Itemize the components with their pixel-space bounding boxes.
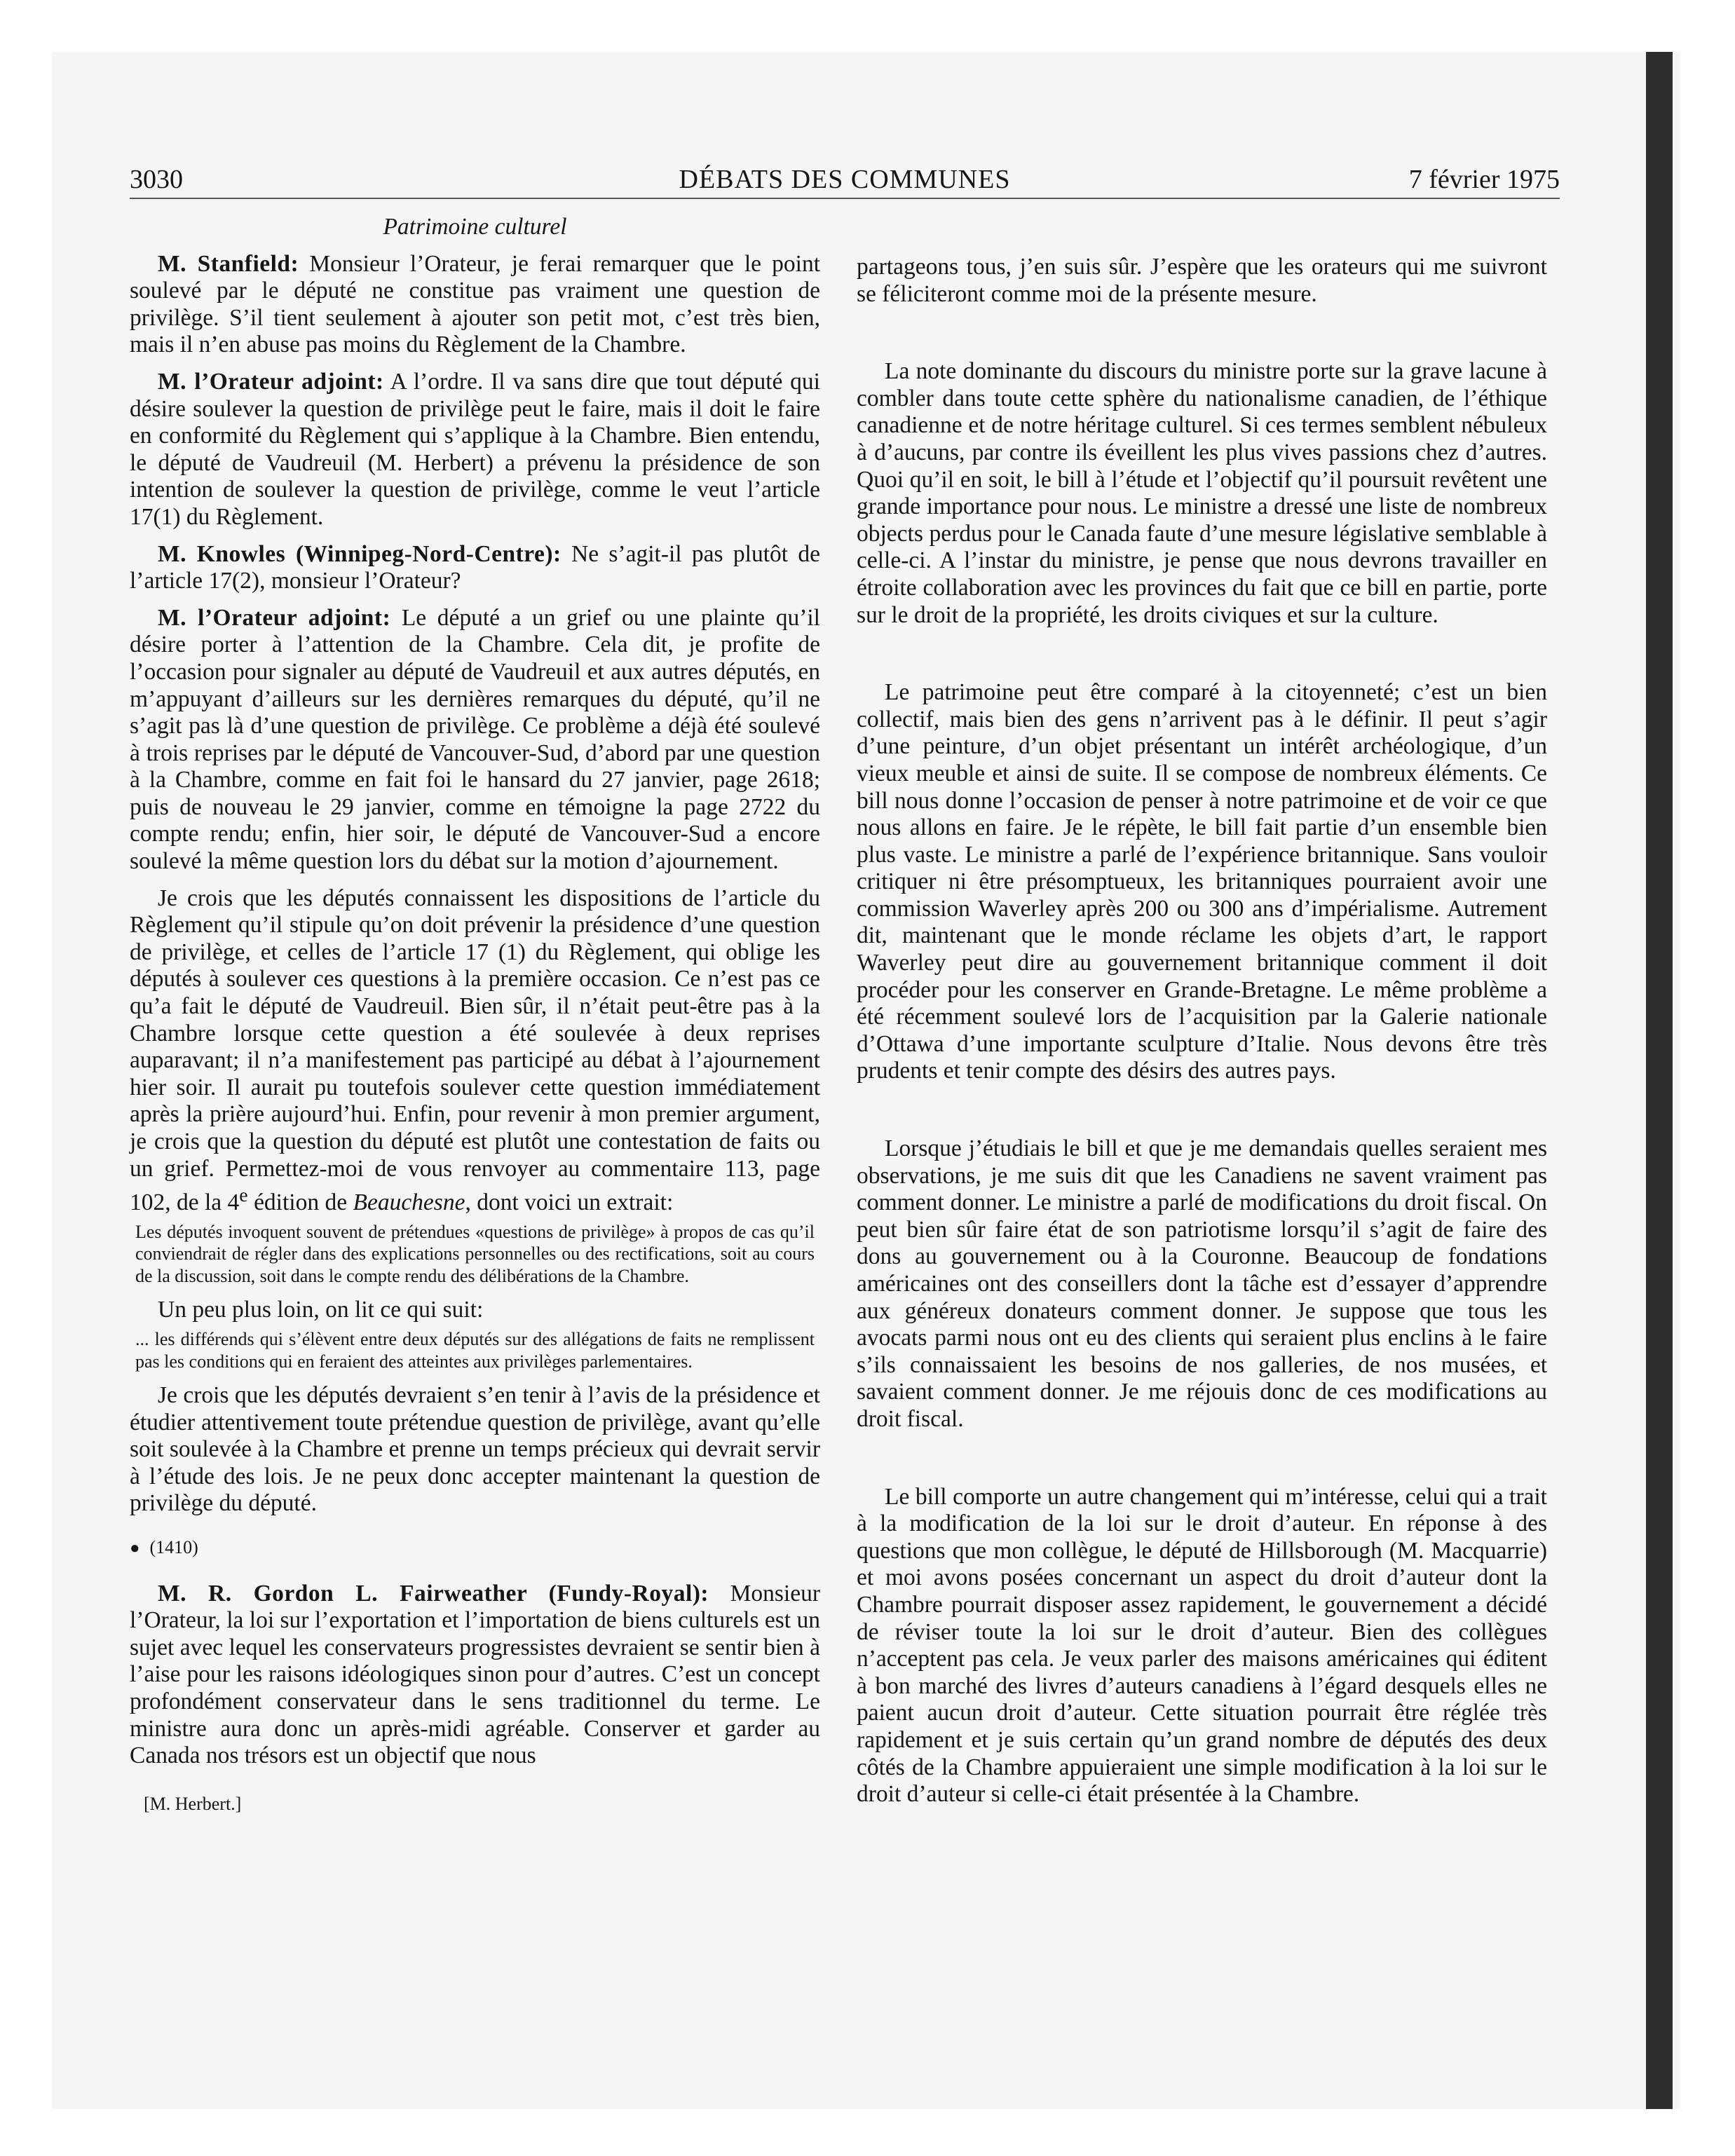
paragraph-deputy-speaker-2 (130, 605, 820, 875)
speech-text: Ne s’agit-il pas plutôt de l’article 17(2), monsieur l’Orateur? (130, 540, 820, 594)
paragraph-plus-loin: Un peu plus loin, on lit ce qui suit: (158, 1297, 484, 1323)
right-column (857, 254, 1547, 1808)
footer-speaker-note: [M. Herbert.] (144, 1793, 242, 1814)
paragraph-fairweather (130, 1581, 820, 1770)
speaker-name: M. Knowles (Winnipeg-Nord-Centre): (158, 540, 562, 567)
left-column (130, 214, 820, 1817)
speech-text: Je crois que les députés connaissent les dispositions de l’article du Règlement qu’il stipule qu’on doit prévenir la présidence d’une question de privilège, et celles de l’article 17 (1) du Règlement, qui oblige les députés à soulever ces questions à la première occasion. Ce n’est pas ce qu’a fait le député de Vaudreuil. Bien sûr, il n’était peut-être pas à la Chambre lorsque cette question a été soulevée à deux reprises auparavant; il n’a manifestement pas participé au débat à l’ajournement hier soir. Il aurait pu toutefois soulever cette question immédiatement après la prière aujourd’hui. Enfin, pour revenir à mon premier argument, je crois que la question du député est plutôt une contestation de faits ou un grief. Permettez-moi de vous renvoyer au commentaire 113, page 102, de la 4 (130, 885, 820, 1216)
paragraph-conclusion: Je crois que les députés devraient s’en tenir à l’avis de la présidence et étudier attentivement toute prétendue question de privilège, avant qu’elle soit soulevée à la Chambre et prenne un temps précieux qui devrait servir à l’étude des lois. Je ne peux donc accepter maintenant la question de privilège du député. (130, 1382, 820, 1517)
paragraph-dispositions (130, 885, 820, 1217)
section-subheading: Patrimoine culturel (383, 214, 567, 240)
page-header (130, 161, 1560, 199)
speech-text: Monsieur l’Orateur, je ferai remarquer que le point soulevé par le député ne constitue pas vraiment une question de privilège. S’il tient seulement à ajouter son petit mot, c’est très bien, mais il n’en abuse pas moins du Règlement de la Chambre. (130, 250, 820, 358)
bullet-icon: ● (130, 1539, 140, 1557)
superscript: e (239, 1185, 248, 1207)
paragraph-patrimoine: Le patrimoine peut être comparé à la citoyenneté; c’est un bien collectif, mais bien des gens n’arrivent pas à le définir. Il peut s’agir d’une peinture, d’un objet présentant un intérêt archéologique, d’un vieux meuble et ainsi de suite. Il se compose de nombreux éléments. Ce bill nous donne l’occasion de penser à notre patrimoine et de voir ce que nous allons en faire. Je le répète, le bill fait partie d’un ensemble bien plus vaste. Le ministre a parlé de l’expérience britannique. Sans vouloir critiquer ni être présomptueux, les britanniques pourraient avoir une commission Waverley après 200 ou 300 ans d’impérialisme. Autrement dit, maintenant que le monde réclame les objets d’art, le rapport Waverley peut dire au gouvernement britannique comment il doit procéder pour les conserver en Grande-Bretagne. Le même problème a été récemment soulevé lors de l’acquisition par la Galerie nationale d’Ottawa d’une importante sculpture d’Italie. Nous devons être très prudents et tenir compte des désirs des autres pays. (857, 679, 1547, 1084)
speech-text: , dont voici un extrait: (465, 1189, 674, 1216)
paragraph-knowles (130, 541, 820, 595)
time-marker-text: (1410) (149, 1537, 198, 1557)
speaker-name: M. Stanfield: (158, 250, 299, 277)
scan-edge-bar (1646, 52, 1673, 2109)
paragraph-continuation: partageons tous, j’en suis sûr. J’espère que les orateurs qui me suivront se féliciteront comme moi de la présente mesure. (857, 254, 1547, 307)
speech-text: Monsieur l’Orateur, la loi sur l’exportation et l’importation de biens culturels est un sujet avec lequel les conservateurs progressistes devraient se sentir bien à l’aise pour les raisons idéologiques sinon pour d’autres. C’est un concept profondément conservateur dans le sens traditionnel du terme. Le ministre aura donc un après-midi agréable. Conserver et garder au Canada nos trésors est un objectif que nous (130, 1580, 821, 1769)
speaker-name: M. R. Gordon L. Fairweather (Fundy-Royal): (158, 1580, 709, 1606)
paragraph-stanfield (130, 251, 820, 359)
paragraph-droit-fiscal: Lorsque j’étudiais le bill et que je me demandais quelles seraient mes observations, je me suis dit que les Canadiens ne savent vraiment pas comment donner. Le ministre a parlé de modifications du droit fiscal. On peut bien sûr faire état de son patriotisme lorsqu’il s’agit de faire des dons au gouvernement ou à la Couronne. Beaucoup de fondations américaines ont des conseillers dont la tâche est d’essayer d’apprendre aux généreux donateurs comment donner. Je suppose que tous les avocats parmi nous ont eu des clients qui seraient plus enclins à le faire s’ils connaissaient les besoins de nos galleries, de nos musées, et savaient comment donner. Je me réjouis donc de ces modifications au droit fiscal. (857, 1135, 1547, 1432)
speech-text: A l’ordre. Il va sans dire que tout député qui désire soulever la question de privilège peut le faire, mais il doit le faire en conformité du Règlement qui s’applique à la Chambre. Bien entendu, le député de Vaudreuil (M. Herbert) a prévenu la présidence de son intention de soulever la question de privilège, comme le veut l’article 17(1) du Règlement. (130, 368, 820, 530)
page-number: 3030 (130, 165, 183, 194)
speech-text: Le député a un grief ou une plainte qu’il désire porter à l’attention de la Chambre. Cela dit, je profite de l’occasion pour signaler au député de Vaudreuil et aux autres députés, en m’appuyant d’ailleurs sur les dernières remarques du député, qu’il ne s’agit pas là d’une question de privilège. Ce problème a déjà été soulevé à trois reprises par le député de Vancouver-Sud, d’abord par une question à la Chambre, comme en fait foi le hansard du 27 janvier, page 2618; puis de nouveau le 29 janvier, comme en témoigne la page 2722 du compte rendu; enfin, hier soir, le député de Vancouver-Sud a encore soulevé la même question lors du débat sur la motion d’ajournement. (130, 604, 820, 875)
publication-title: DÉBATS DES COMMUNES (679, 165, 1011, 194)
book-title: Beauchesne (353, 1189, 465, 1216)
block-quote-1: Les députés invoquent souvent de prétendues «questions de privilège» à propos de cas qu’il conviendrait de régler dans des explications personnelles ou des rectifications, soit au cours de la discussion, soit dans le compte rendu des délibérations de la Chambre. (135, 1221, 815, 1286)
paragraph-deputy-speaker-1 (130, 369, 820, 531)
speech-text: édition de (247, 1189, 353, 1216)
block-quote-2: ... les différends qui s’élèvent entre deux députés sur des allégations de faits ne remplissent pas les conditions qui en feraient des atteintes aux privilèges parlementaires. (135, 1329, 815, 1372)
speaker-name: M. l’Orateur adjoint: (158, 368, 384, 395)
paragraph-droit-auteur: Le bill comporte un autre changement qui m’intéresse, celui qui a trait à la modification de la loi sur le droit d’auteur. En réponse à des questions que mon collègue, le député de Hillsborough (M. Macquarrie) et moi avons posées concernant un aspect du droit d’auteur dont la Chambre pourrait disposer assez rapidement, le gouvernement a décidé de réviser toute la loi sur le droit d’auteur. Bien des collègues n’acceptent pas cela. Je veux parler des maisons américaines qui éditent à bon marché des livres d’auteurs canadiens à l’égard desquels elles ne paient aucun droit d’auteur. Cette situation pourrait être réglée très rapidement et je suis certain qu’un grand nombre de députés des deux côtés de la Chambre appuieraient une simple modification à la loi sur le droit d’auteur si celle-ci était présentée à la Chambre. (857, 1483, 1547, 1808)
time-marker (130, 1534, 820, 1562)
paragraph-note-dominante: La note dominante du discours du ministre porte sur la grave lacune à combler dans toute cette sphère du nationalisme canadien, de l’éthique canadienne et de notre héritage culturel. Si ces termes semblent nébuleux à d’aucuns, par contre ils éveillent les plus vives passions chez d’autres. Quoi qu’il en soit, le bill à l’étude et l’objectif qu’il poursuit revêtent une grande importance pour nous. Le ministre a dressé une liste de nombreux objects perdus pour le Canada faute d’une mesure législative semblable à celle-ci. A l’instar du ministre, je pense que nous devrons travailler en étroite collaboration avec les provinces du fait que ce bill en partie, porte sur le droit de la propriété, les droits civiques et sur la culture. (857, 358, 1547, 628)
speaker-name: M. l’Orateur adjoint: (158, 604, 391, 631)
page-date: 7 février 1975 (1408, 165, 1560, 194)
